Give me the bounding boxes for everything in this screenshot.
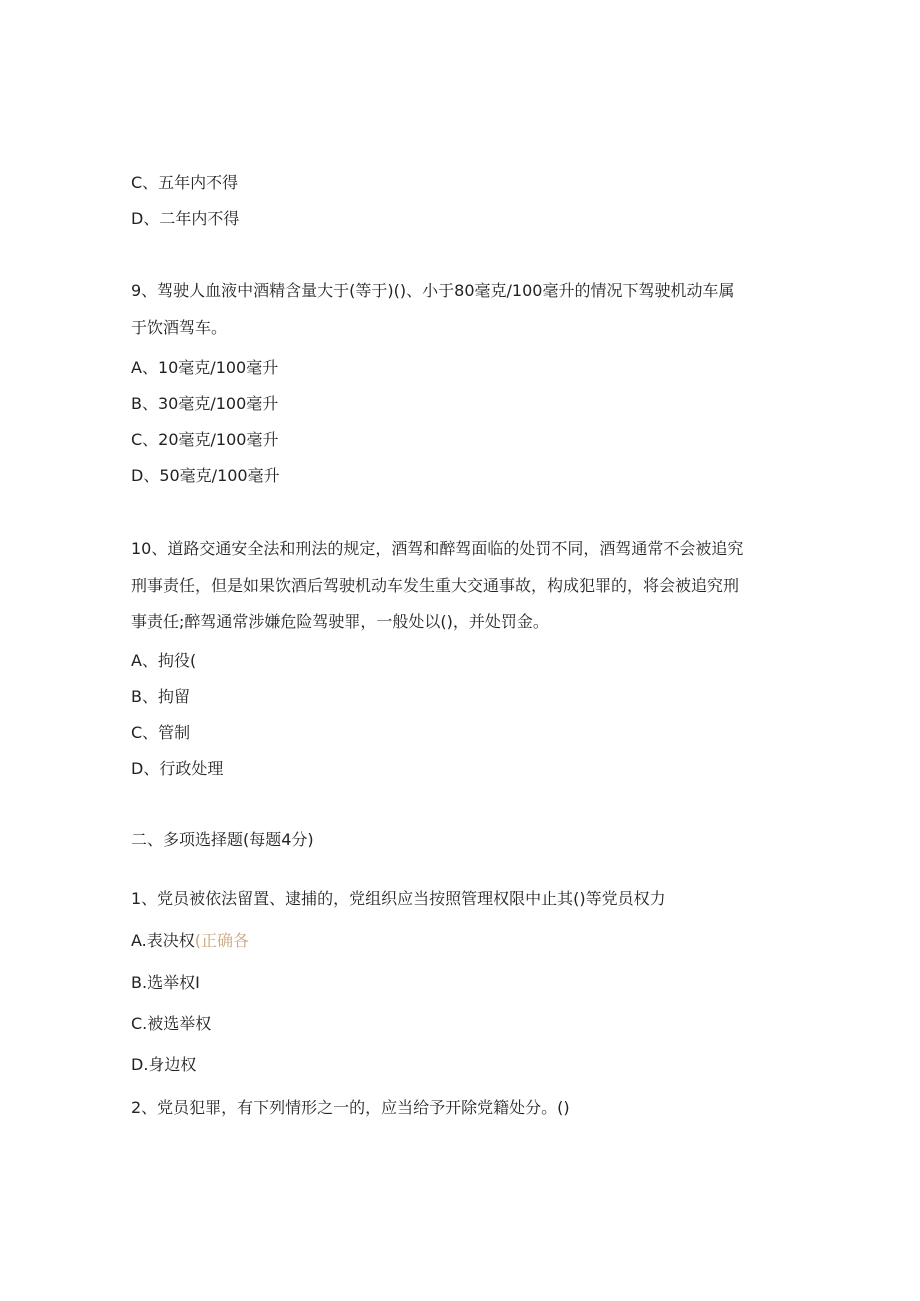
q10-option-c: C、管制	[131, 723, 191, 742]
q10-option-a: A、拘役(	[131, 651, 197, 670]
q9-option-d: D、50毫克/100毫升	[131, 466, 280, 485]
q9-stem-line1: 9、驾驶人血液中酒精含量大于(等于)()、小于80毫克/100毫升的情况下驾驶机动车属	[131, 281, 735, 300]
section-heading: 二、多项选择题(每题4分)	[131, 830, 314, 849]
mq1-option-b: B.选举权I	[131, 973, 200, 992]
mq2-stem: 2、党员犯罪，有下列情形之一的，应当给予开除党籍处分。()	[131, 1098, 570, 1117]
mq1-option-d: D.身边权	[131, 1055, 197, 1074]
q9-option-c: C、20毫克/100毫升	[131, 430, 279, 449]
mq1-option-a-hint: (正确各	[194, 931, 250, 950]
q9-option-b: B、30毫克/100毫升	[131, 394, 279, 413]
q9-stem-line2: 于饮酒驾车。	[131, 318, 228, 337]
q8-option-d: D、二年内不得	[131, 209, 240, 228]
q10-stem-line1: 10、道路交通安全法和刑法的规定，酒驾和醉驾面临的处罚不同，酒驾通常不会被追究	[131, 539, 744, 558]
q8-option-c: C、五年内不得	[131, 173, 239, 192]
mq1-stem: 1、党员被依法留置、逮捕的，党组织应当按照管理权限中止其()等党员权力	[131, 889, 666, 908]
mq1-option-a	[131, 930, 249, 952]
q10-option-d: D、行政处理	[131, 759, 224, 778]
q9-option-a: A、10毫克/100毫升	[131, 358, 279, 377]
mq1-option-c: C.被选举权	[131, 1014, 212, 1033]
q10-stem-line3: 事责任;醉驾通常涉嫌危险驾驶罪，一般处以()，并处罚金。	[131, 612, 549, 631]
q10-option-b: B、拘留	[131, 687, 190, 706]
q10-stem-line2: 刑事责任，但是如果饮酒后驾驶机动车发生重大交通事故，构成犯罪的，将会被追究刑	[131, 576, 740, 595]
mq1-option-a-label: A.表决权	[131, 931, 195, 950]
